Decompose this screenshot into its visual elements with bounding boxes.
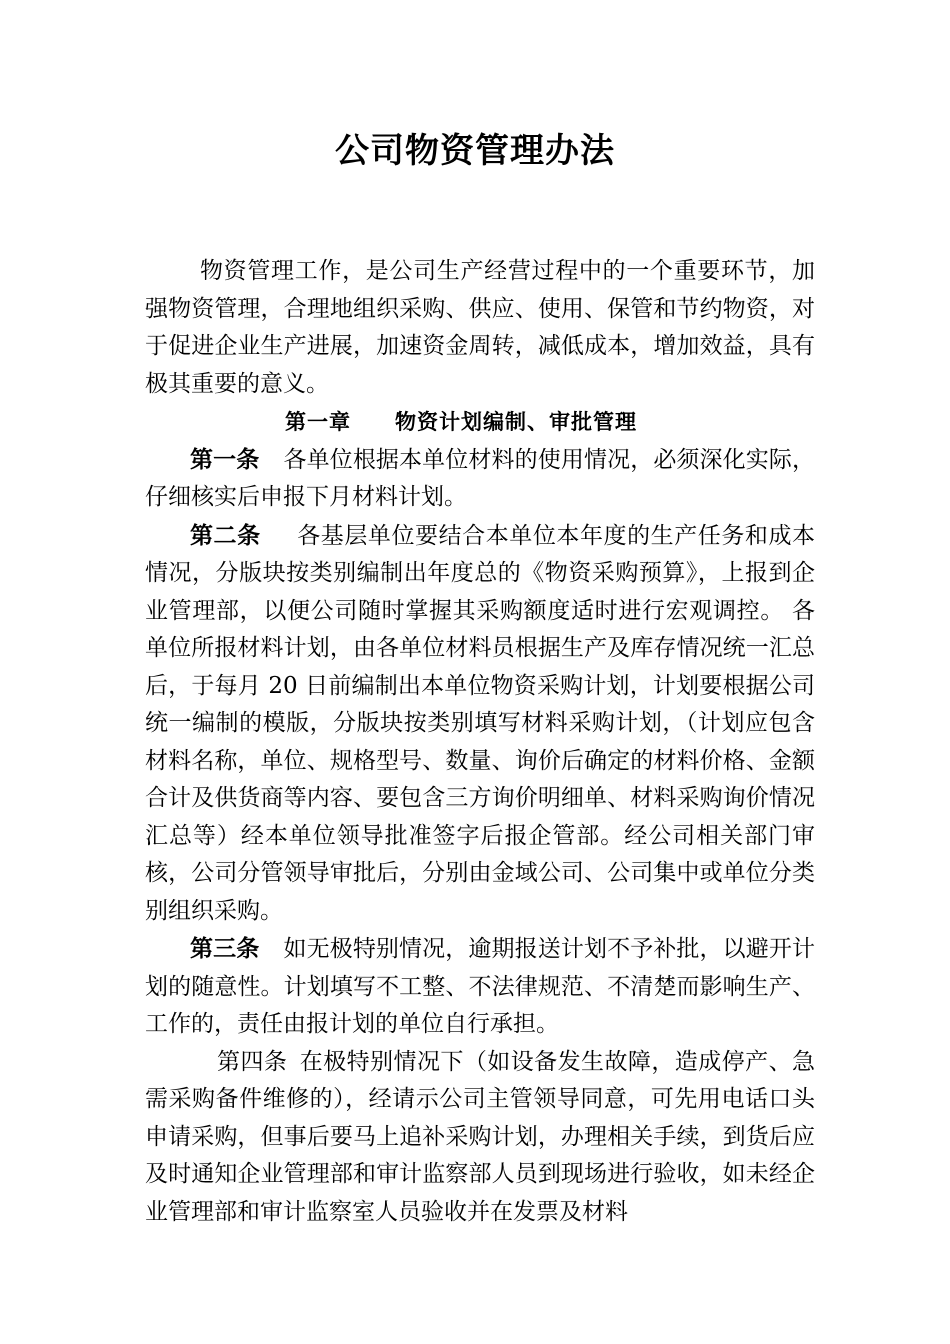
article-text: 如无极特别情况，逾期报送计划不予补批，以避开计划的随意性。计划填写不工整、不法律规范、不清楚而影响生产、工作的，责任由报计划的单位自行承担。 — [145, 936, 816, 1037]
article-text: 各基层单位要结合本单位本年度的生产任务和成本情况，分版块按类别编制出年度总的《物资采购预算》，上报到企业管理部，以便公司随时掌握其采购额度适时进行宏观调控。 各单位所报材料计划，由各单位材料员根据生产及库存情况统一汇总后，于每月 20 日前编制出本单位物资采购计划，计划要根据公司统一编制的模版，分版块按类别填写材料采购计划，（计划应包含材料名称，单位、规格型号、数量、询价后确定的材料价格、金额合计及供货商等内容、要包含三方询价明细单、材料采购询价情况汇总等）经本单位领导批准签字后报企管部。经公司相关部门审核，公司分管领导审批后，分别由金域公司、公司集中或单位分类别组织采购。 — [145, 522, 816, 924]
article-label: 第二条 — [190, 521, 261, 549]
article-label: 第四条 — [217, 1048, 288, 1075]
article-1 — [145, 441, 815, 517]
document-title: 公司物资管理办法 — [335, 131, 615, 171]
document-body — [145, 253, 815, 1231]
chapter-heading — [145, 403, 815, 441]
chapter-number: 第一章 — [285, 409, 351, 434]
chapter-title: 物资计划编制、审批管理 — [395, 409, 637, 434]
intro-paragraph: 物资管理工作，是公司生产经营过程中的一个重要环节，加强物资管理，合理地组织采购、供应、使用、保管和节约物资，对于促进企业生产进展，加速资金周转，减低成本，增加效益，具有极其重要的意义。 — [145, 258, 815, 397]
article-2 — [145, 517, 815, 931]
article-3 — [145, 930, 815, 1044]
article-text: 各单位根据本单位材料的使用情况，必须深化实际，仔细核实后申报下月材料计划。 — [145, 446, 816, 510]
article-text: 在极特别情况下（如设备发生故障，造成停产、急需采购备件维修的），经请示公司主管领导同意，可先用电话口头申请采购，但事后要马上追补采购计划，办理相关手续，到货后应及时通知企业管理部和审计监察部人员到现场进行验收，如未经企业管理部和审计监察室人员验收并在发票及材料 — [145, 1048, 816, 1225]
article-label: 第三条 — [190, 935, 260, 962]
article-label: 第一条 — [190, 445, 260, 473]
article-4 — [145, 1044, 815, 1232]
